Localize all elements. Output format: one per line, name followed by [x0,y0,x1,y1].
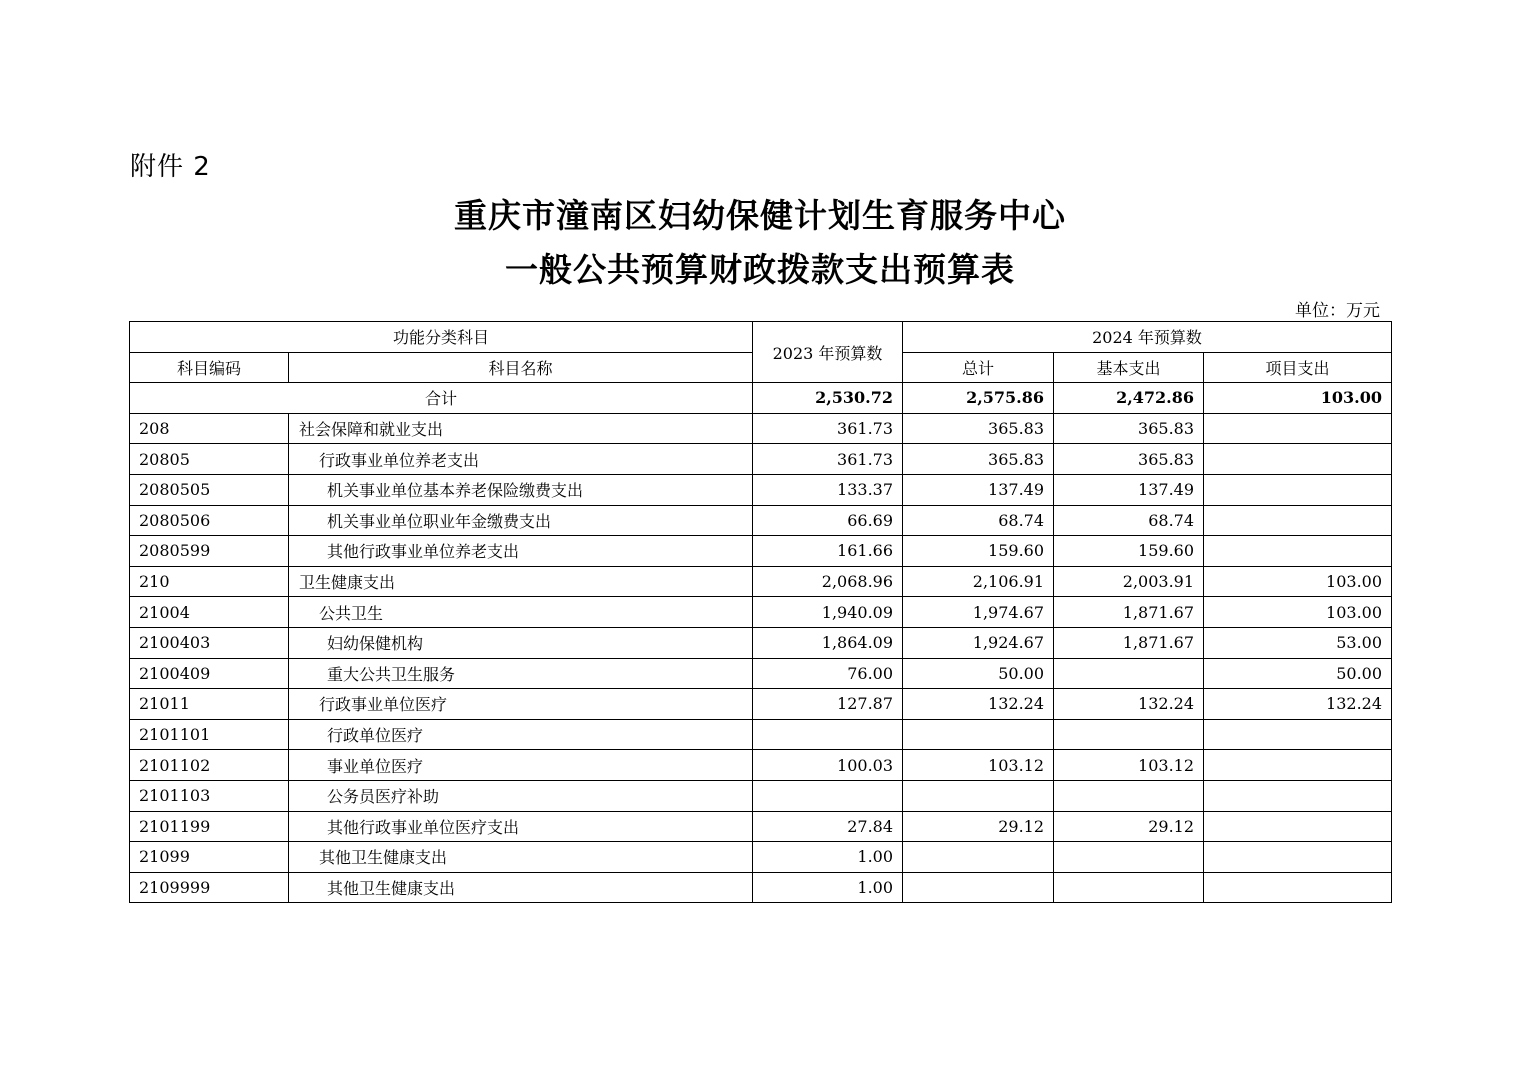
row-2023: 66.69 [753,505,903,536]
table-row [130,536,1392,567]
row-code: 21011 [130,689,289,720]
row-2023: 2,068.96 [753,566,903,597]
row-2023 [753,719,903,750]
row-code: 21004 [130,597,289,628]
header-2024-budget: 2024 年预算数 [903,322,1392,353]
row-total: 365.83 [903,413,1054,444]
row-name: 行政事业单位养老支出 [289,444,753,475]
row-name: 机关事业单位职业年金缴费支出 [289,505,753,536]
row-basic: 103.12 [1054,750,1204,781]
table-row [130,413,1392,444]
row-basic [1054,658,1204,689]
row-name: 公共卫生 [289,597,753,628]
row-basic: 132.24 [1054,689,1204,720]
row-name: 行政单位医疗 [289,719,753,750]
page-title-line1: 重庆市潼南区妇幼保健计划生育服务中心 [454,196,1066,235]
row-2023 [753,780,903,811]
row-code: 2101101 [130,719,289,750]
row-2023: 27.84 [753,811,903,842]
row-name: 其他行政事业单位医疗支出 [289,811,753,842]
table-row [130,566,1392,597]
attachment-label: 附件 2 [130,152,211,182]
row-code: 2080505 [130,474,289,505]
header-name: 科目名称 [289,352,753,383]
row-name: 社会保障和就业支出 [289,413,753,444]
row-total: 365.83 [903,444,1054,475]
row-project [1204,474,1392,505]
header-row-1 [130,322,1392,353]
row-basic: 29.12 [1054,811,1204,842]
row-project [1204,536,1392,567]
row-total [903,872,1054,903]
unit-label: 单位：万元 [1295,301,1380,321]
row-code: 208 [130,413,289,444]
row-name: 其他行政事业单位养老支出 [289,536,753,567]
row-name: 机关事业单位基本养老保险缴费支出 [289,474,753,505]
row-name: 公务员医疗补助 [289,780,753,811]
row-code: 2101102 [130,750,289,781]
row-2023: 1.00 [753,872,903,903]
row-2023: 1,940.09 [753,597,903,628]
row-basic: 1,871.67 [1054,597,1204,628]
row-name: 行政事业单位医疗 [289,689,753,720]
row-total [903,842,1054,873]
header-total: 总计 [903,352,1054,383]
total-row [130,383,1392,414]
table-row [130,719,1392,750]
table-row [130,842,1392,873]
row-total: 1,924.67 [903,627,1054,658]
budget-table [129,321,1392,903]
table-row [130,444,1392,475]
row-project [1204,719,1392,750]
row-code: 2109999 [130,872,289,903]
table-row [130,627,1392,658]
row-project: 103.00 [1204,597,1392,628]
row-2023: 127.87 [753,689,903,720]
row-code: 21099 [130,842,289,873]
row-project [1204,413,1392,444]
row-basic: 68.74 [1054,505,1204,536]
row-code: 2100403 [130,627,289,658]
row-total: 137.49 [903,474,1054,505]
table-row [130,505,1392,536]
row-project [1204,872,1392,903]
row-name: 卫生健康支出 [289,566,753,597]
table-row [130,811,1392,842]
row-name: 妇幼保健机构 [289,627,753,658]
row-code: 2080599 [130,536,289,567]
row-project: 50.00 [1204,658,1392,689]
table-row [130,689,1392,720]
row-total: 159.60 [903,536,1054,567]
header-2023-budget: 2023 年预算数 [753,322,903,383]
row-total [903,719,1054,750]
row-total: 1,974.67 [903,597,1054,628]
row-code: 2101199 [130,811,289,842]
row-project [1204,505,1392,536]
row-2023: 161.66 [753,536,903,567]
row-code: 20805 [130,444,289,475]
row-basic: 1,871.67 [1054,627,1204,658]
total-total: 2,575.86 [903,383,1054,414]
row-name: 重大公共卫生服务 [289,658,753,689]
row-project [1204,750,1392,781]
row-total [903,780,1054,811]
row-2023: 1,864.09 [753,627,903,658]
header-code: 科目编码 [130,352,289,383]
row-basic [1054,719,1204,750]
row-basic: 137.49 [1054,474,1204,505]
row-code: 210 [130,566,289,597]
row-total: 68.74 [903,505,1054,536]
table-row [130,474,1392,505]
row-project: 53.00 [1204,627,1392,658]
total-2023: 2,530.72 [753,383,903,414]
row-code: 2100409 [130,658,289,689]
total-label: 合计 [130,383,753,414]
row-2023: 361.73 [753,444,903,475]
row-basic [1054,780,1204,811]
table-row [130,658,1392,689]
table-row [130,780,1392,811]
table-row [130,872,1392,903]
row-total: 29.12 [903,811,1054,842]
row-code: 2101103 [130,780,289,811]
row-project [1204,811,1392,842]
row-basic [1054,872,1204,903]
row-project [1204,780,1392,811]
row-total: 2,106.91 [903,566,1054,597]
row-2023: 361.73 [753,413,903,444]
row-basic: 365.83 [1054,444,1204,475]
row-name: 其他卫生健康支出 [289,842,753,873]
row-2023: 1.00 [753,842,903,873]
page-title-line2: 一般公共预算财政拨款支出预算表 [505,250,1015,289]
total-project: 103.00 [1204,383,1392,414]
row-project [1204,842,1392,873]
row-project: 103.00 [1204,566,1392,597]
row-name: 事业单位医疗 [289,750,753,781]
row-project: 132.24 [1204,689,1392,720]
total-basic: 2,472.86 [1054,383,1204,414]
row-total: 103.12 [903,750,1054,781]
row-project [1204,444,1392,475]
row-name: 其他卫生健康支出 [289,872,753,903]
row-basic [1054,842,1204,873]
row-basic: 365.83 [1054,413,1204,444]
row-basic: 2,003.91 [1054,566,1204,597]
header-basic: 基本支出 [1054,352,1204,383]
header-func-category: 功能分类科目 [130,322,753,353]
row-2023: 100.03 [753,750,903,781]
row-total: 132.24 [903,689,1054,720]
header-project: 项目支出 [1204,352,1392,383]
row-2023: 133.37 [753,474,903,505]
row-code: 2080506 [130,505,289,536]
table-row [130,597,1392,628]
table-row [130,750,1392,781]
row-basic: 159.60 [1054,536,1204,567]
row-total: 50.00 [903,658,1054,689]
row-2023: 76.00 [753,658,903,689]
